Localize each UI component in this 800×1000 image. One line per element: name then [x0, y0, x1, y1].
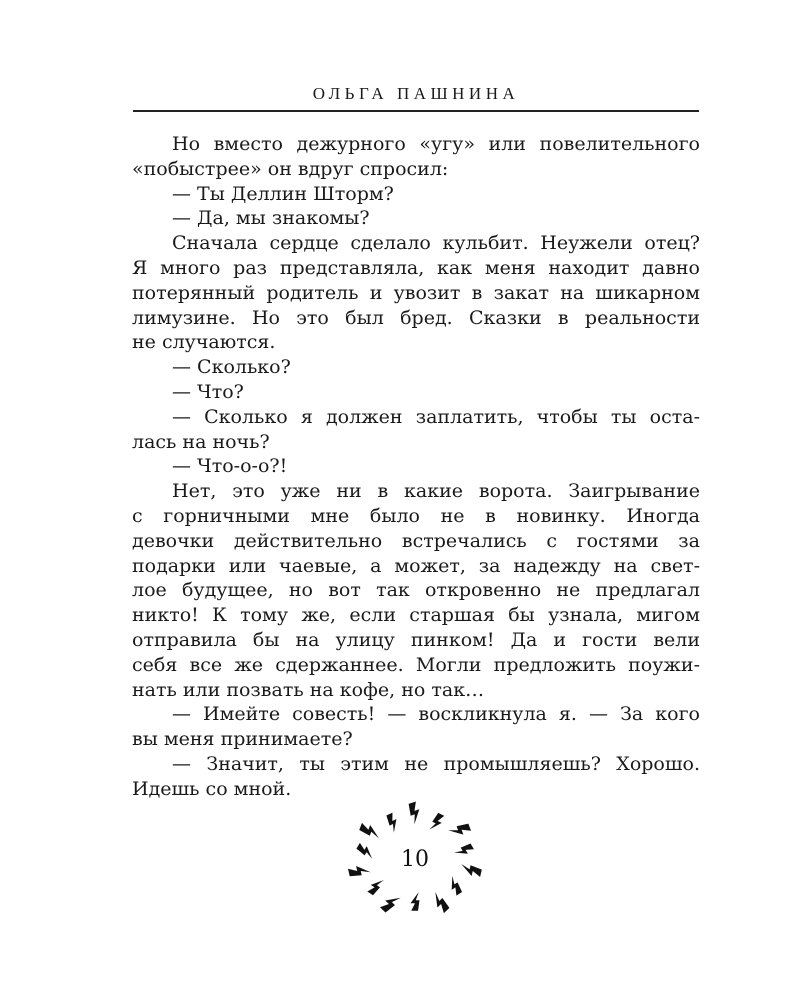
text-line: с горничными мне было не в новинку. Иногда — [132, 504, 700, 527]
lightning-bolt-icon — [359, 822, 382, 839]
text-line: отправила бы на улицу пинком! Да и гости вели — [132, 628, 700, 651]
page-number: 10 — [401, 847, 429, 872]
text-line: — Сколько? — [172, 356, 291, 379]
running-header — [133, 84, 699, 112]
text-line: потерянный родитель и увозит в закат на шикарном — [132, 281, 700, 304]
text-line: — Значит, ты этим не промышляешь? Хорошо. — [172, 752, 700, 775]
lightning-bolt-icon — [429, 812, 445, 833]
text-line: нать или позвать на кофе, но так… — [132, 678, 485, 701]
text-line: лое будущее, но вот так откровенно не предлагал — [132, 579, 700, 602]
text-line: — Имейте совесть! — воскликнула я. — За кого — [172, 703, 700, 726]
text-line: — Что? — [172, 380, 244, 403]
text-line: не случаются. — [132, 331, 276, 354]
text-line: лась на ночь? — [132, 430, 270, 453]
lightning-bolt-icon — [429, 891, 451, 913]
header-rule — [133, 110, 699, 112]
text-line: — Ты Деллин Шторм? — [172, 182, 394, 205]
body-text — [132, 132, 700, 802]
lightning-bolt-icon — [411, 892, 420, 911]
lightning-bolt-icon — [448, 822, 471, 839]
page-folio — [340, 800, 490, 930]
text-line: Идешь со мной. — [132, 777, 292, 800]
lightning-bolt-icon — [379, 891, 401, 913]
lightning-bolt-icon — [367, 875, 385, 896]
text-line: Сначала сердце сделало кульбит. Неужели отец? — [172, 232, 700, 255]
lightning-bolt-icon — [445, 875, 463, 896]
text-line: подарки или чаевые, а может, за надежду на свет- — [132, 554, 700, 577]
text-line: — Да, мы знакомы? — [172, 207, 370, 230]
text-line: Нет, это уже ни в какие ворота. Заигрывание — [172, 480, 700, 503]
text-line: себя все же сдержаннее. Могли предложить поужи- — [132, 653, 700, 676]
author-name: ОЛЬГА ПАШНИНА — [312, 84, 520, 103]
text-line: Я много раз представляла, как меня находит давно — [132, 256, 700, 279]
text-line: вы меня принимаете? — [132, 728, 353, 751]
text-line: — Сколько я должен заплатить, чтобы ты оста- — [172, 405, 700, 428]
text-line: «побыстрее» он вдруг спросил: — [132, 157, 449, 180]
text-line: никто! К тому же, если старшая бы узнала, мигом — [132, 604, 700, 627]
lightning-bolt-icon — [407, 801, 423, 824]
text-line: лимузине. Но это был бред. Сказки в реальности — [132, 306, 700, 329]
text-line: девочки действительно встречались с гостями за — [132, 529, 700, 552]
lightning-bolt-icon — [385, 812, 401, 833]
text-line: — Что-о-о?! — [172, 455, 288, 478]
text-line: Но вместо дежурного «угу» или повелительного — [172, 133, 700, 155]
